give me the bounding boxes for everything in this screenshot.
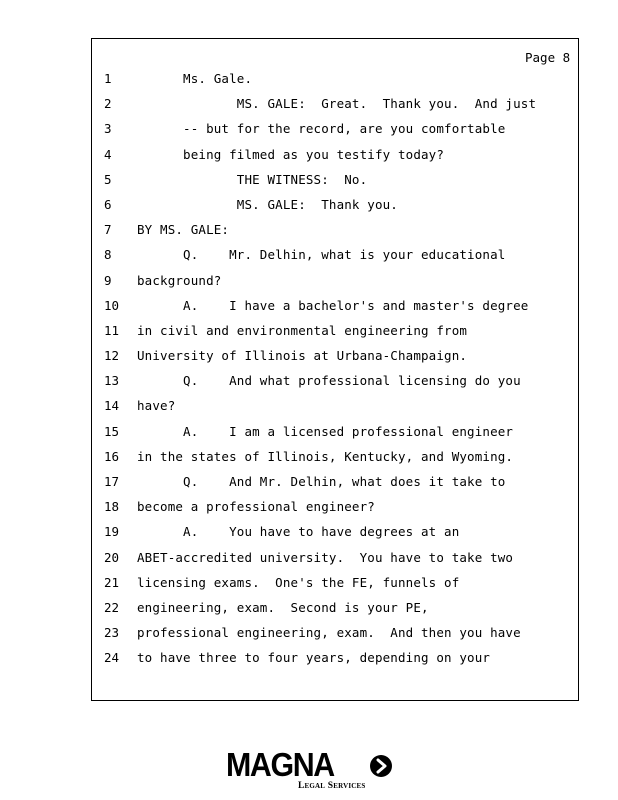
transcript-line	[0, 323, 618, 348]
line-number: 11	[104, 322, 120, 338]
logo-wordmark: MAGNA	[226, 746, 334, 783]
transcript-body	[0, 71, 618, 676]
transcript-line	[0, 550, 618, 575]
line-number: 20	[104, 549, 120, 565]
chevron-right-icon	[369, 754, 393, 778]
line-number: 2	[104, 96, 112, 112]
line-number: 21	[104, 574, 120, 590]
line-number: 7	[104, 222, 112, 238]
transcript-line	[0, 147, 618, 172]
line-number: 18	[104, 499, 120, 515]
line-number: 17	[104, 474, 120, 489]
line-text: ABET-accredited university. You have to take two	[137, 549, 514, 565]
line-text: in the states of Illinois, Kentucky, and Wyoming.	[137, 448, 514, 464]
transcript-line	[0, 474, 618, 499]
transcript-line	[0, 273, 618, 298]
transcript-line	[0, 121, 618, 146]
transcript-line	[0, 247, 618, 272]
line-text: licensing exams. One's the FE, funnels of	[137, 574, 460, 590]
transcript-line	[0, 197, 618, 222]
line-number: 14	[104, 398, 120, 414]
line-number: 16	[104, 448, 120, 464]
line-text: A. I am a licensed professional engineer	[137, 423, 514, 439]
transcript-line	[0, 600, 618, 625]
line-text: -- but for the record, are you comfortable	[137, 121, 506, 137]
line-text: A. You have to have degrees at an	[137, 524, 460, 540]
line-text: Q. Mr. Delhin, what is your educational	[137, 247, 506, 263]
line-number: 6	[104, 196, 112, 212]
transcript-line	[0, 650, 618, 675]
line-number: 15	[104, 423, 120, 439]
line-text: to have three to four years, depending on your	[137, 650, 491, 666]
transcript-line	[0, 373, 618, 398]
line-text: in civil and environmental engineering from	[137, 322, 468, 338]
line-text: BY MS. GALE:	[137, 222, 230, 238]
line-text: background?	[137, 272, 222, 288]
transcript-line	[0, 71, 618, 96]
line-number: 24	[104, 650, 120, 666]
line-text: engineering, exam. Second is your PE,	[137, 599, 429, 615]
transcript-line	[0, 222, 618, 247]
transcript-line	[0, 172, 618, 197]
line-number: 8	[104, 247, 112, 263]
page-number: Page 8	[525, 50, 571, 65]
transcript-line	[0, 575, 618, 600]
line-text: MS. GALE: Great. Thank you. And just	[137, 96, 537, 112]
line-number: 5	[104, 171, 112, 187]
logo-subtitle: Legal Services	[298, 781, 366, 791]
line-text: MS. GALE: Thank you.	[137, 196, 398, 212]
transcript-line	[0, 298, 618, 323]
line-number: 9	[104, 272, 112, 288]
line-text: become a professional engineer?	[137, 499, 375, 515]
transcript-line	[0, 625, 618, 650]
transcript-line	[0, 398, 618, 423]
line-number: 12	[104, 348, 120, 364]
line-number: 13	[104, 373, 120, 389]
magna-logo	[226, 748, 401, 794]
transcript-line	[0, 96, 618, 121]
line-number: 4	[104, 146, 112, 162]
line-text: being filmed as you testify today?	[137, 146, 445, 162]
line-number: 23	[104, 625, 120, 641]
transcript-line	[0, 449, 618, 474]
line-number: 19	[104, 524, 120, 540]
line-text: THE WITNESS: No.	[137, 171, 368, 187]
line-number: 3	[104, 121, 112, 137]
line-number: 10	[104, 297, 120, 313]
line-text: Ms. Gale.	[137, 71, 253, 86]
transcript-line	[0, 524, 618, 549]
line-number: 1	[104, 71, 112, 86]
line-text: Q. And Mr. Delhin, what does it take to	[137, 474, 506, 489]
line-text: A. I have a bachelor's and master's degree	[137, 297, 529, 313]
transcript-line	[0, 424, 618, 449]
line-number: 22	[104, 599, 120, 615]
line-text: have?	[137, 398, 176, 414]
transcript-line	[0, 348, 618, 373]
line-text: professional engineering, exam. And then you have	[137, 625, 521, 641]
line-text: Q. And what professional licensing do you	[137, 373, 521, 389]
line-text: University of Illinois at Urbana-Champaign.	[137, 348, 468, 364]
transcript-line	[0, 499, 618, 524]
